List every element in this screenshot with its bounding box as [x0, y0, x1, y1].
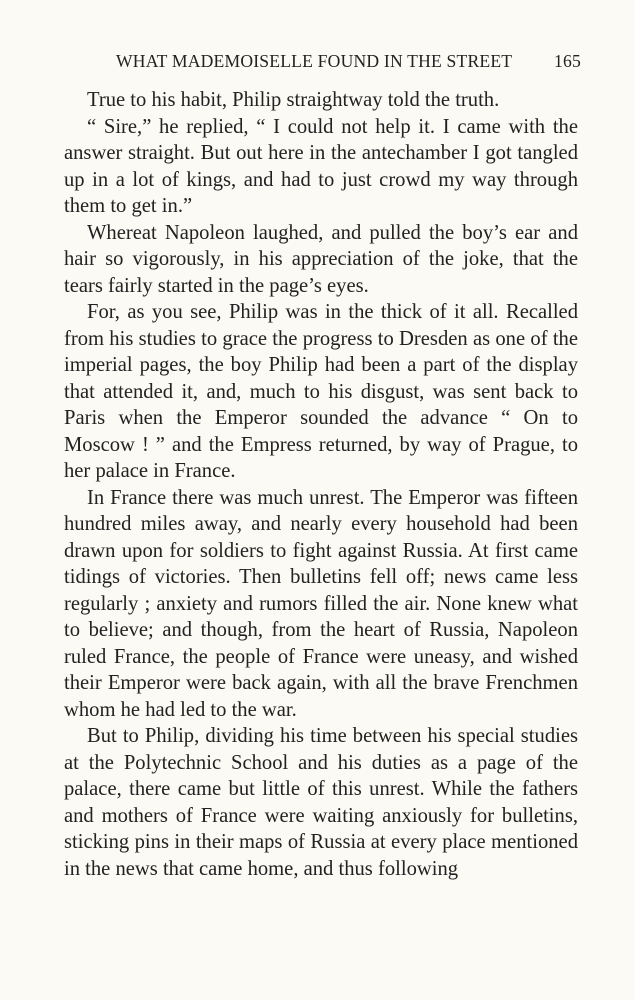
body-text — [64, 87, 578, 882]
paragraph: Whereat Napoleon laughed, and pulled the boy’s ear and hair so vigorously, in his appreciation of the joke, that the tears fairly started in the page’s eyes. — [64, 221, 578, 297]
paragraph: For, as you see, Philip was in the thick of it all. Recalled from his studies to grace the progress to Dresden as one of the imperial pages, the boy Philip had been a part of the display that attended it, and, much to his disgust, was sent back to Paris when the Emperor sounded the advance “ On to Moscow ! ” and the Empress returned, by way of Prague, to her palace in France. — [64, 301, 578, 482]
running-title: WHAT MADEMOISELLE FOUND IN THE STREET — [116, 51, 513, 71]
paragraph: But to Philip, dividing his time between his special studies at the Polytechnic School and his duties as a page of the palace, there came but little of this unrest. While the fathers and mothers of France were waiting anxiously for bulletins, sticking pins in their maps of Russia at every place mentioned in the news that came home, and thus following — [64, 725, 578, 880]
page-number: 165 — [554, 51, 581, 71]
running-header — [116, 49, 581, 73]
paragraph: True to his habit, Philip straightway told the truth. — [87, 89, 500, 111]
paragraph: In France there was much unrest. The Emperor was fifteen hundred miles away, and nearly every household had been drawn upon for soldiers to fight against Russia. At first came tidings of victories. Then bulletins fell off; news came less regularly ; anxiety and rumors filled the air. None knew what to believe; and though, from the heart of Russia, Napoleon ruled France, the people of France were uneasy, and wished their Emperor were back again, with all the brave Frenchmen whom he had led to the war. — [64, 486, 578, 721]
paragraph: “ Sire,” he replied, “ I could not help it. I came with the answer straight. But out here in the antechamber I got tangled up in a lot of kings, and had to just crowd my way through them to get in.” — [64, 115, 578, 217]
